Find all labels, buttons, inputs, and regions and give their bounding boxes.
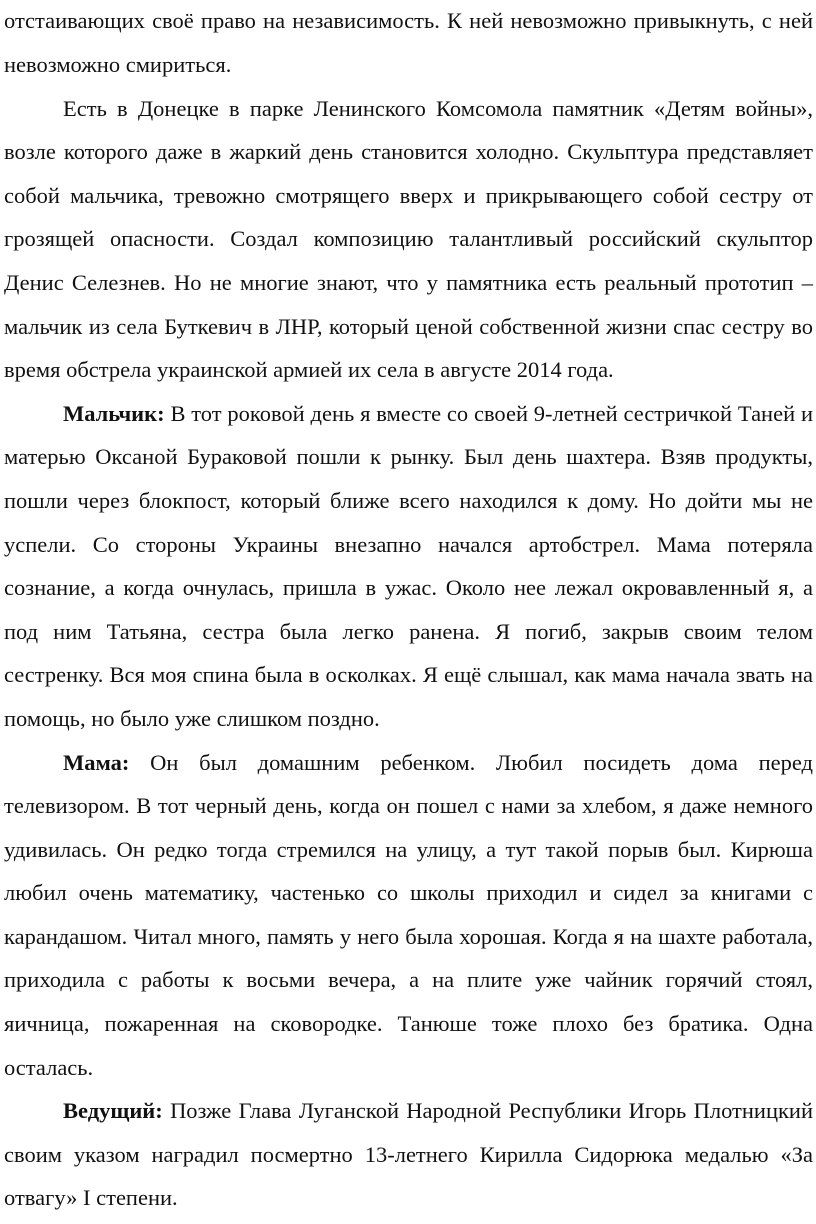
paragraph-host xyxy=(4,1089,813,1220)
paragraph-text: Есть в Донецке в парке Ленинского Комсомола памятник «Детям войны», возле которого даже в жаркий день становится холодно. Скульптура представляет собой мальчика, тревожно смотрящего вверх и прикрывающего собой сестру от грозящей опасности. Создал композицию талантливый российский скульптор Денис Селезнев. Но не многие знают, что у памятника есть реальный прототип – мальчик из села Буткевич в ЛНР, который ценой собственной жизни спас сестру во время обстрела украинской армией их села в августе 2014 года. xyxy=(4,95,813,383)
speaker-label: Мама: xyxy=(63,749,130,775)
paragraph-intro-continuation xyxy=(4,0,813,87)
paragraph-text: Позже Глава Луганской Народной Республики Игорь Плотницкий своим указом наградил посмертно 13-летнего Кирилла Сидорюка медалью «За отвагу» I степени. xyxy=(4,1098,814,1211)
paragraph-text: Он был домашним ребенком. Любил посидеть дома перед телевизором. В тот черный день, когда он пошел с нами за хлебом, я даже немного удивилась. Он редко тогда стремился на улицу, а тут такой порыв был. Кирюша любил очень математику, частенько со школы приходил и сидел за книгами с карандашом. Читал много, память у него была хорошая. Когда я на шахте работала, приходила с работы к восьми вечера, а на плите уже чайник горячий стоял, яичница, пожаренная на сковородке. Танюше тоже плохо без братика. Одна осталась. xyxy=(4,749,813,1080)
paragraph-text: отстаивающих своё право на независимость. К ней невозможно привыкнуть, с ней невозможно смириться. xyxy=(4,8,813,77)
paragraph-monument xyxy=(4,87,813,392)
paragraph-text: В тот роковой день я вместе со своей 9-летней сестричкой Таней и матерью Оксаной Бураковой пошли к рынку. Был день шахтера. Взяв продукты, пошли через блокпост, который ближе всего находился к дому. Но дойти мы не успели. Со стороны Украины внезапно начался артобстрел. Мама потеряла сознание, а когда очнулась, пришла в ужас. Около нее лежал окровавленный я, а под ним Татьяна, сестра была легко ранена. Я погиб, закрыв своим телом сестренку. Вся моя спина была в осколках. Я ещё слышал, как мама начала звать на помощь, но было уже слишком поздно. xyxy=(4,400,813,731)
speaker-label: Ведущий: xyxy=(63,1098,163,1124)
paragraph-boy xyxy=(4,392,813,741)
paragraph-mother xyxy=(4,741,813,1090)
speaker-label: Мальчик: xyxy=(63,400,165,426)
